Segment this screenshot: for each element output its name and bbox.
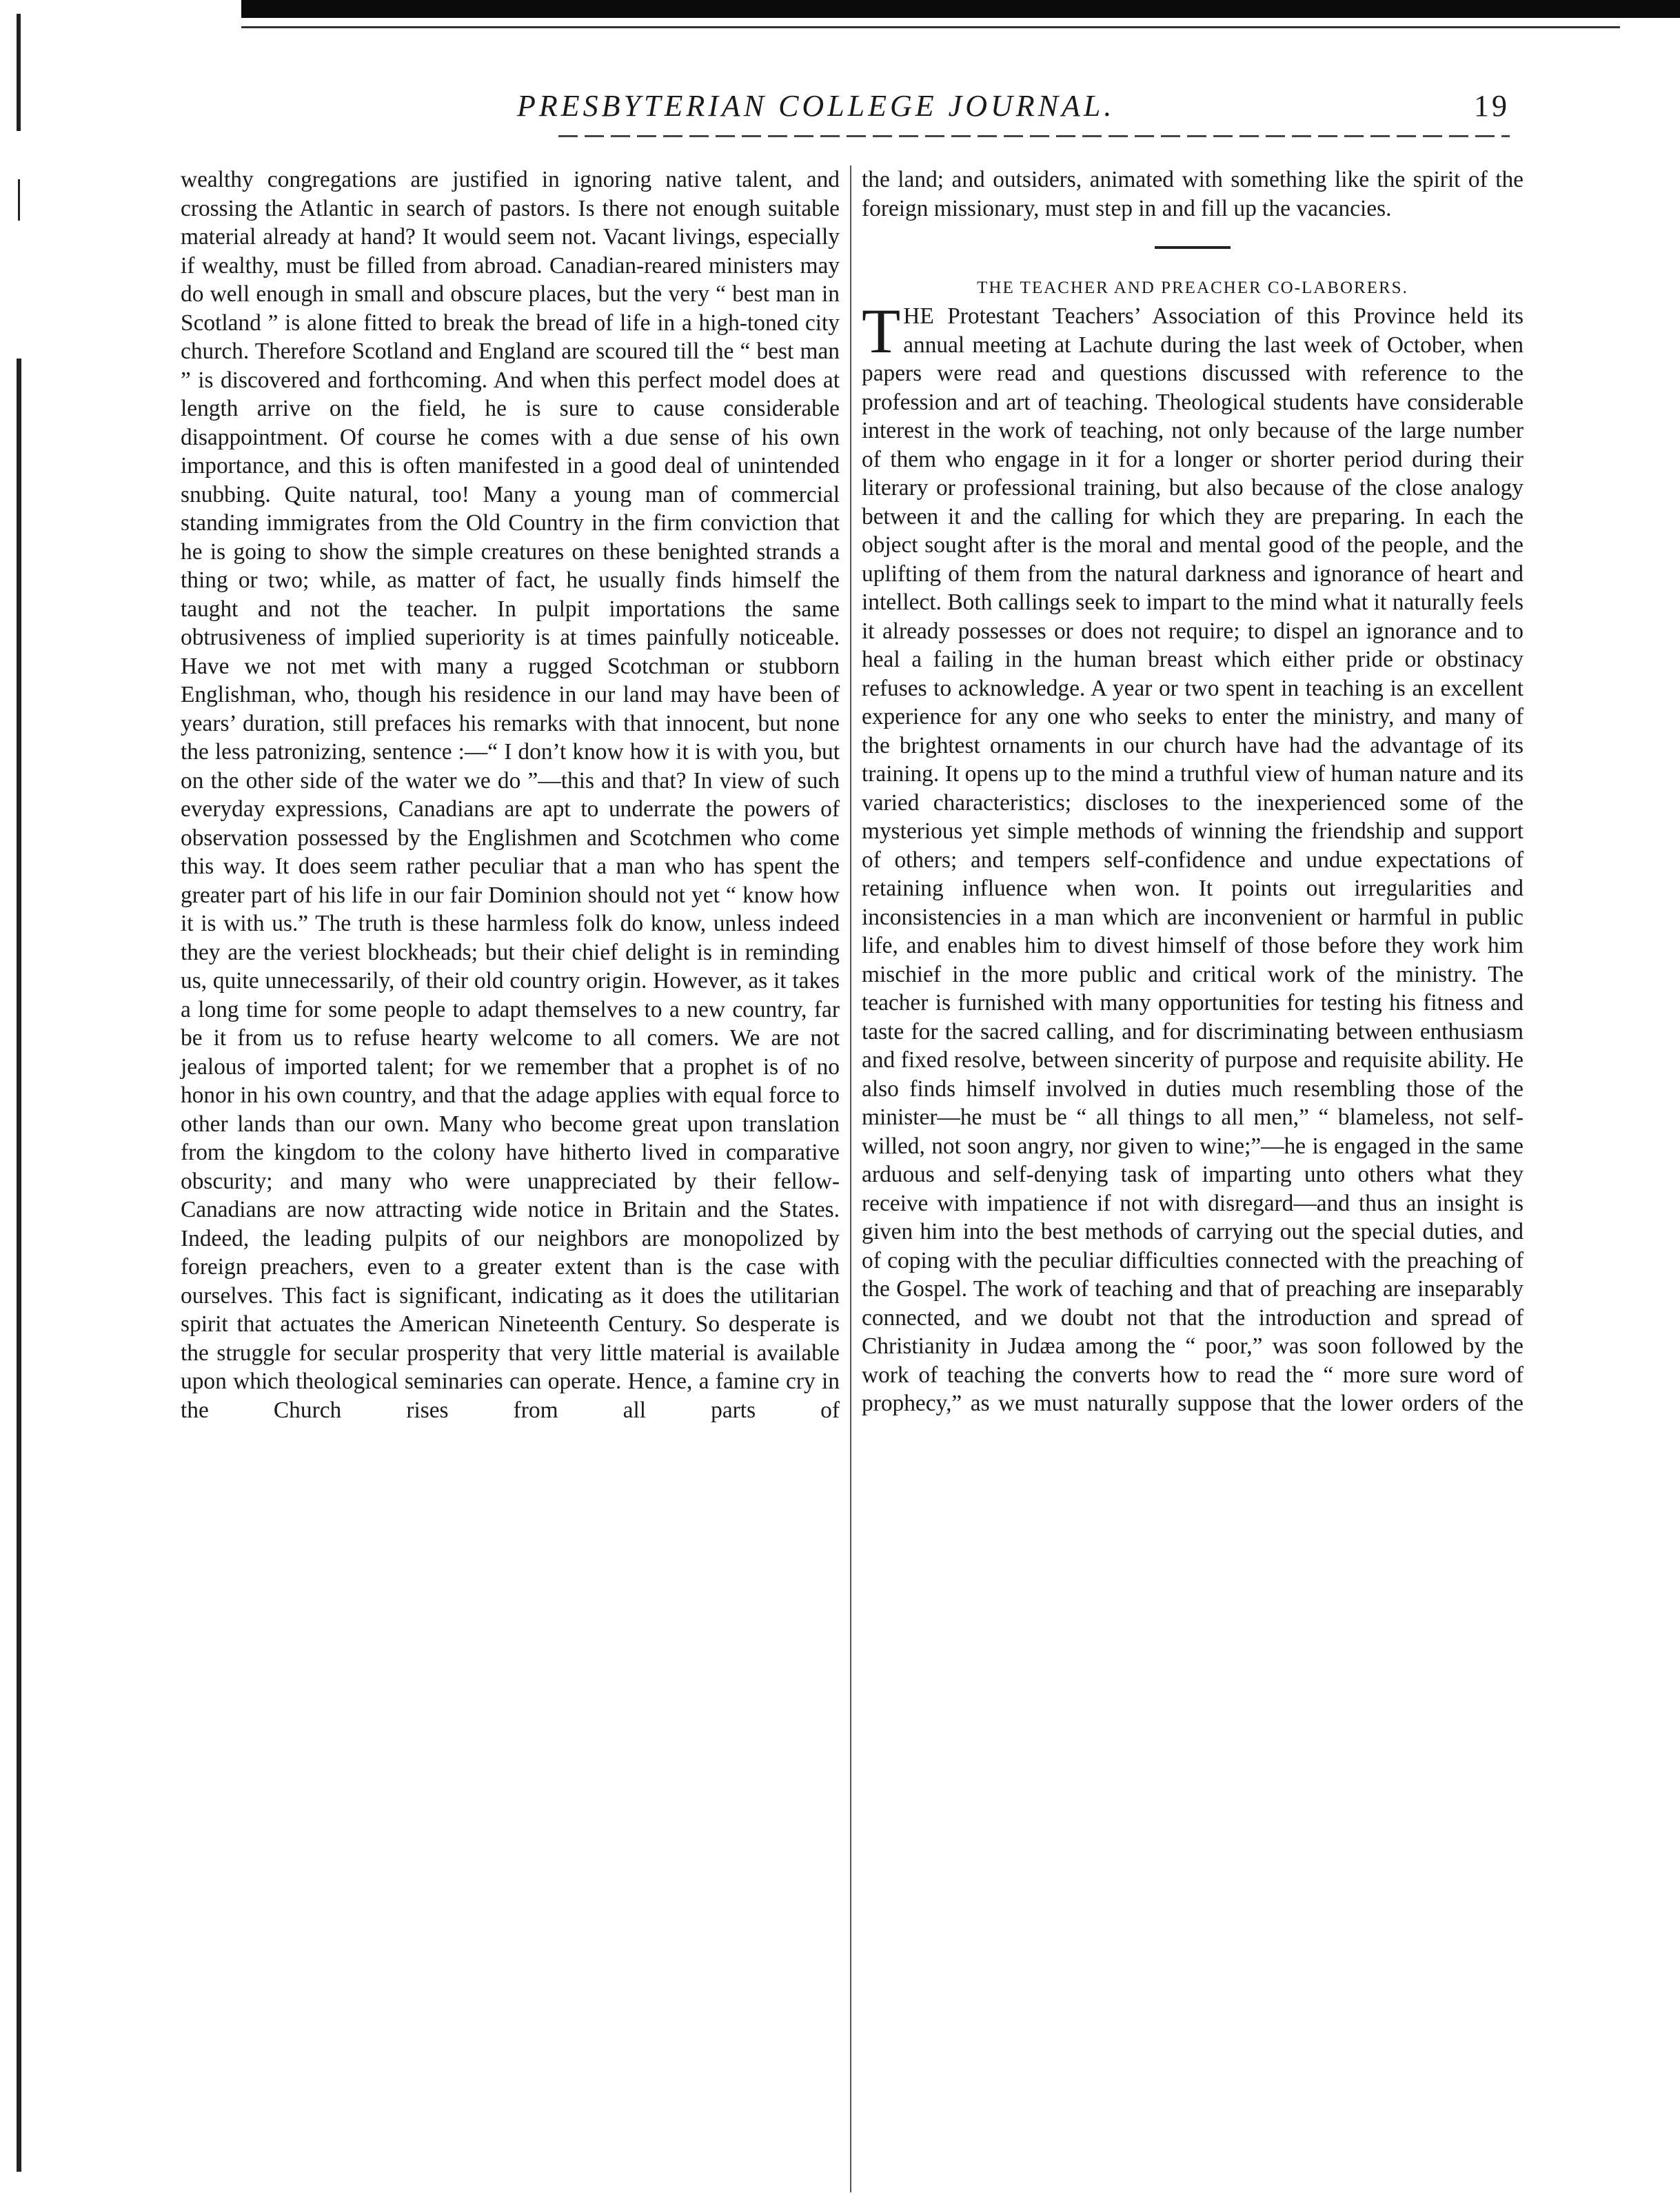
section-divider (1155, 246, 1231, 249)
header-rule (558, 135, 1510, 137)
article-text: HE Protestant Teachers’ Association of this Province held its annual meeting at Lachute during the last week of October, when papers were read and questions discussed with reference to the profession and art of teaching. Theological students have considerable interest in the work of teaching, not only because of the large number of them who engage in it for a longer or shorter period during their literary or professional training, but also because of the close analogy between it and the calling for which they are preparing. In each the object sought after is the moral and mental good of the people, and the uplifting of them from the natural darkness and ignorance of heart and intellect. Both callings seek to impart to the mind what it naturally feels it already possesses or does not require; to dispel an ignorance and to heal a failing in the human breast which either pride or obstinacy refuses to acknowledge. A year or two spent in teaching is an excellent experience for any one who seeks to enter the ministry, and many of the brightest ornaments in our church have had the advantage of its training. It opens up to the mind a truthful view of human nature and its varied characteristics; discloses to the inexperienced some of the mysterious yet simple methods of winning the friendship and support of others; and tempers self-confidence and undue expectations of retaining influence when won. It points out irregularities and inconsistencies in a man which are inconvenient or harmful in public life, and enables him to divest himself of those before they work him mischief in the more public and critical work of the ministry. The teacher is furnished with many opportunities for testing his fitness and taste for the sacred calling, and for discriminating between enthusiasm and fixed resolve, between sincerity of purpose and requisite ability. He also finds himself involved in duties much resembling those of the minister—he must be “ all things to all men,” “ blameless, not self-willed, not soon angry, nor given to wine;”—he is engaged in the same arduous and self-denying task of imparting unto others what they receive with impatience if not with disregard—and thus an insight is given him into the best methods of carrying out the special duties, and of coping with the peculiar difficulties connected with the preaching of the Gospel. The work of teaching and that of preaching are inseparably connected, and we doubt not that the introduction and spread of Christianity in Judæa among the “ poor,” was soon followed by the work of teaching the converts how to read the “ more sure word of prophecy,” as we must naturally suppose that the lower orders of the (862, 303, 1524, 1416)
column-divider (850, 165, 851, 2192)
running-title: PRESBYTERIAN COLLEGE JOURNAL. (517, 89, 1115, 123)
continuation-paragraph: the land; and outsiders, animated with something like the spirit of the foreign missionary, must step in and fill up the vacancies. (862, 167, 1524, 221)
top-border-rule (241, 0, 1680, 18)
right-column (862, 165, 1524, 1418)
section-title: THE TEACHER AND PREACHER CO-LABORERS. (977, 279, 1408, 297)
article-paragraph (862, 296, 1524, 1418)
binding-edge (12, 0, 29, 2200)
drop-cap: T (862, 296, 901, 366)
left-column-paragraph: wealthy congregations are justified in ignoring native talent, and crossing the Atlantic in search of pastors. Is there not enough suitable material already at hand? It would seem not. Vacant livings, especially if wealthy, must be filled from abroad. Canadian-reared ministers may do well enough in small and obscure places, but the very “ best man in Scotland ” is alone fitted to break the bread of life in a high-toned city church. Therefore Scotland and England are scoured till the “ best man ” is discovered and forthcoming. And when this perfect model does at length arrive on the field, he is sure to cause considerable disappointment. Of course he comes with a due sense of his own importance, and this is often manifested in a good deal of unintended snubbing. Quite natural, too! Many a young man of commercial standing immigrates from the Old Country in the firm conviction that he is going to show the simple creatures on these benighted strands a thing or two; while, as matter of fact, he usually finds himself the taught and not the teacher. In pulpit importations the same obtrusiveness of implied superiority is at times painfully noticeable. Have we not met with many a rugged Scotchman or stubborn Englishman, who, though his residence in our land may have been of years’ duration, still prefaces his remarks with that innocent, but none the less patronizing, sentence :—“ I don’t know how it is with you, but on the other side of the water we do ”—this and that? In view of such everyday expressions, Canadians are apt to underrate the powers of observation possessed by the Englishmen and Scotchmen who come this way. It does seem rather peculiar that a man who has spent the greater part of his life in our fair Dominion should not yet “ know how it is with us.” The truth is these harmless folk do know, unless indeed they are the veriest blockheads; but their chief delight is in reminding us, quite unnecessarily, of their old country origin. However, as it takes a long time for some people to adapt themselves to a new country, far be it from us to refuse hearty welcome to all comers. We are not jealous of imported talent; for we remember that a prophet is of no honor in his own country, and that the adage applies with equal force to other lands than our own. Many who become great upon translation from the kingdom to the colony have hitherto lived in comparative obscurity; and many who were unappreciated by their fellow-Canadians are now attracting wide notice in Britain and the States. Indeed, the leading pulpits of our neighbors are monopolized by foreign preachers, even to a greater extent than is the case with ourselves. This fact is significant, indicating as it does the utilitarian spirit that actuates the American Nineteenth Century. So desperate is the struggle for secular prosperity that very little material is available upon which theological seminaries can operate. Hence, a famine cry in the Church rises from all parts of (181, 167, 840, 1423)
page-header (517, 88, 1551, 137)
page-number: 19 (1474, 89, 1510, 123)
top-thin-rule (241, 26, 1620, 28)
left-column (181, 165, 840, 1424)
